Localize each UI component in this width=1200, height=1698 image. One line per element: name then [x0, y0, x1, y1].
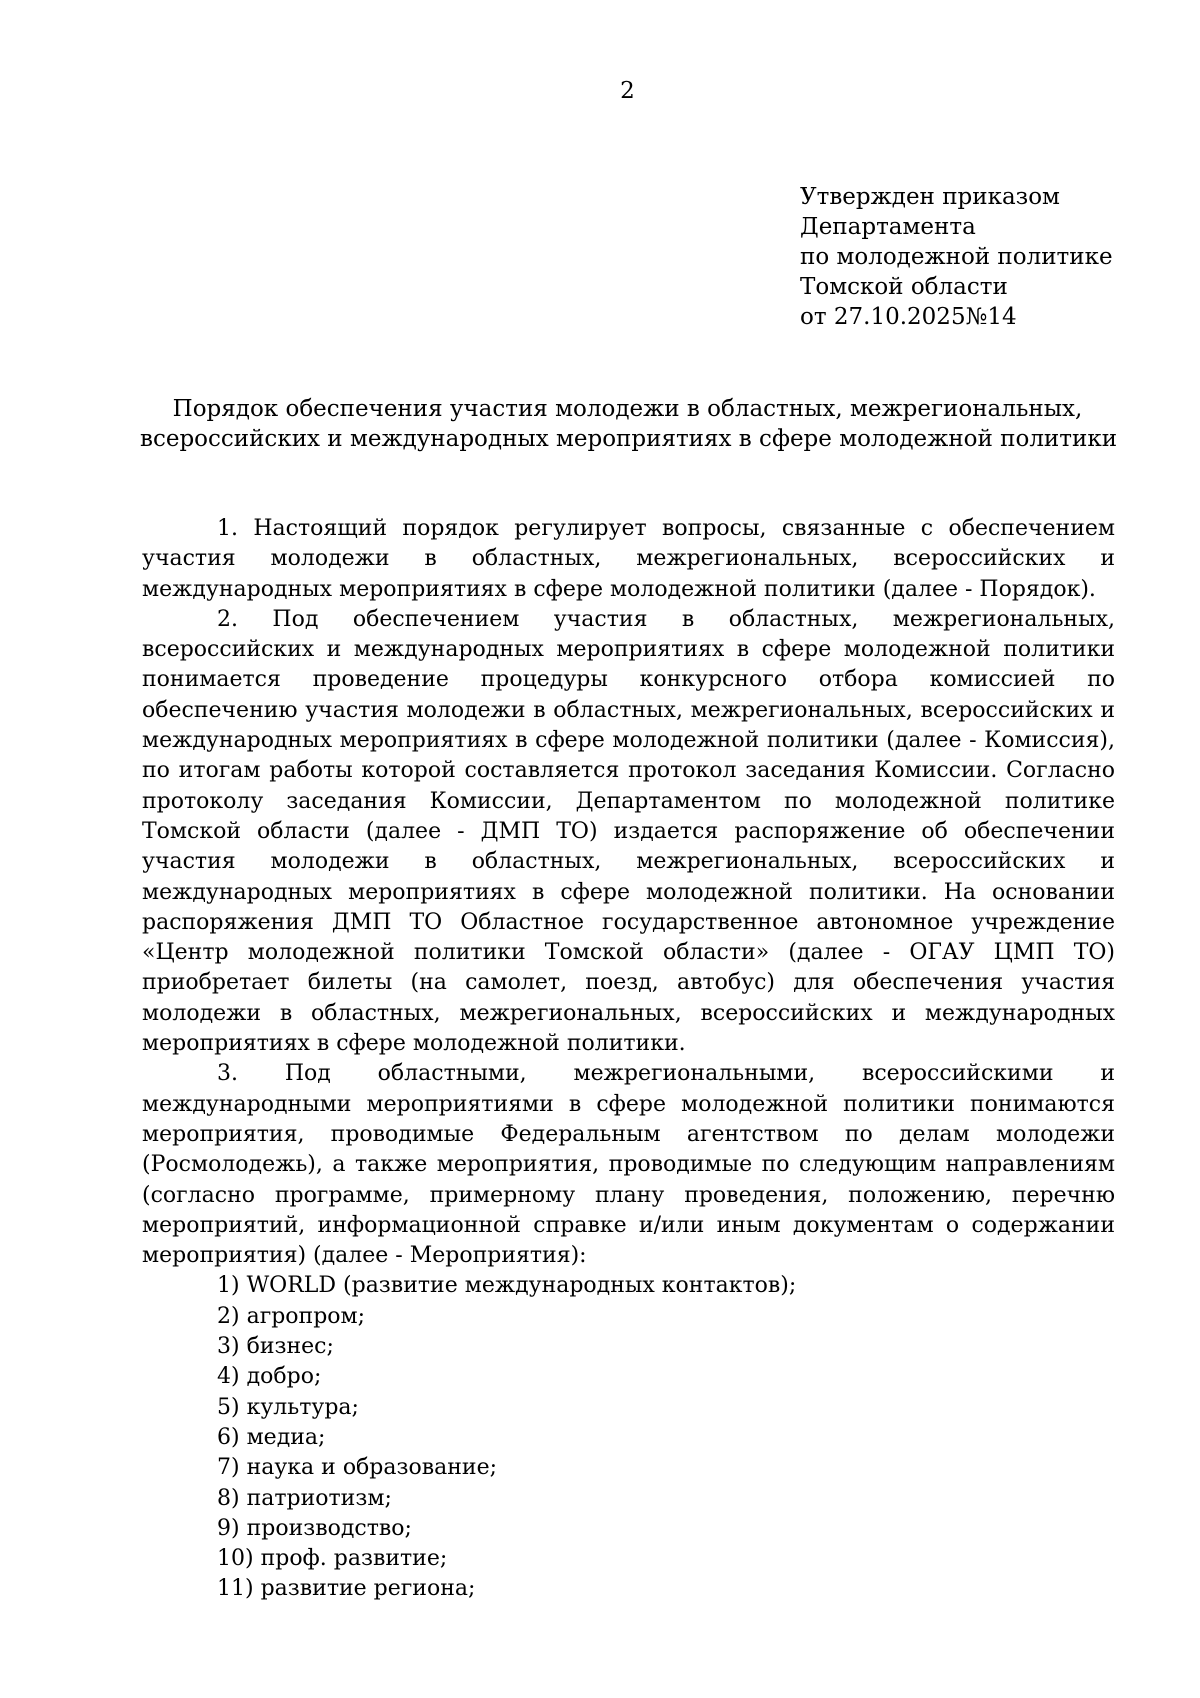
list-item: 1) WORLD (развитие международных контактов); — [217, 1273, 797, 1299]
paragraph-3: 3. Под областными, межрегиональными, всероссийскими и международными мероприятиями в сфере молодежной политики понимаются мероприятия, проводимые Федеральным агентством по делам молодежи (Росмолодежь), а также мероприятия, проводимые по следующим направлениям (согласно программе, примерному плану проведения, положению, перечню мероприятий, информационной справке и/или иным документам о содержании мероприятия) (далее - Мероприятия): — [142, 1061, 1115, 1269]
document-title — [140, 394, 1118, 454]
page-number: 2 — [620, 78, 635, 104]
list-item: 11) развитие региона; — [217, 1576, 476, 1602]
list-item: 4) добро; — [217, 1364, 322, 1390]
approval-date-line: от 27.10.2025№14 — [800, 304, 1017, 330]
approval-line: Департамента — [800, 214, 976, 240]
document-body — [142, 514, 1115, 1605]
list-item: 2) агропром; — [217, 1303, 366, 1329]
paragraph-2: 2. Под обеспечением участия в областных, межрегиональных, всероссийских и международных мероприятиях в сфере молодежной политики понимается проведение процедуры конкурсного отбора комиссией по обеспечению участия молодежи в областных, межрегиональных, всероссийских и международных мероприятиях в сфере молодежной политики (далее - Комиссия), по итогам работы которой составляется протокол заседания Комиссии. Согласно протоколу заседания Комиссии, Департаментом по молодежной политике Томской области (далее - ДМП ТО) издается распоряжение об обеспечении участия молодежи в областных, межрегиональных, всероссийских и международных мероприятиях в сфере молодежной политики. На основании распоряжения ДМП ТО Областное государственное автономное учреждение «Центр молодежной политики Томской области» (далее - ОГАУ ЦМП ТО) приобретает билеты (на самолет, поезд, автобус) для обеспечения участия молодежи в областных, межрегиональных, всероссийских и международных мероприятиях в сфере молодежной политики. — [142, 606, 1115, 1057]
directions-list — [142, 1271, 1115, 1604]
paragraph-1: 1. Настоящий порядок регулирует вопросы, связанные с обеспечением участия молодежи в областных, межрегиональных, всероссийских и международных мероприятиях в сфере молодежной политики (далее - Порядок). — [142, 516, 1115, 602]
list-item: 3) бизнес; — [217, 1334, 334, 1360]
list-item: 10) проф. развитие; — [217, 1546, 448, 1572]
list-item: 7) наука и образование; — [217, 1455, 498, 1481]
document-title-line: всероссийских и международных мероприятиях в сфере молодежной политики — [140, 426, 1118, 452]
list-item: 9) производство; — [217, 1515, 412, 1541]
approval-line: по молодежной политике — [800, 244, 1113, 270]
list-item: 8) патриотизм; — [217, 1485, 392, 1511]
document-title-line: Порядок обеспечения участия молодежи в областных, межрегиональных, — [172, 396, 1083, 422]
approval-stamp — [800, 182, 1160, 332]
list-item: 5) культура; — [217, 1394, 359, 1420]
approval-line: Утвержден приказом — [800, 184, 1060, 210]
approval-line: Томской области — [800, 274, 1008, 300]
list-item: 6) медиа; — [217, 1424, 326, 1450]
